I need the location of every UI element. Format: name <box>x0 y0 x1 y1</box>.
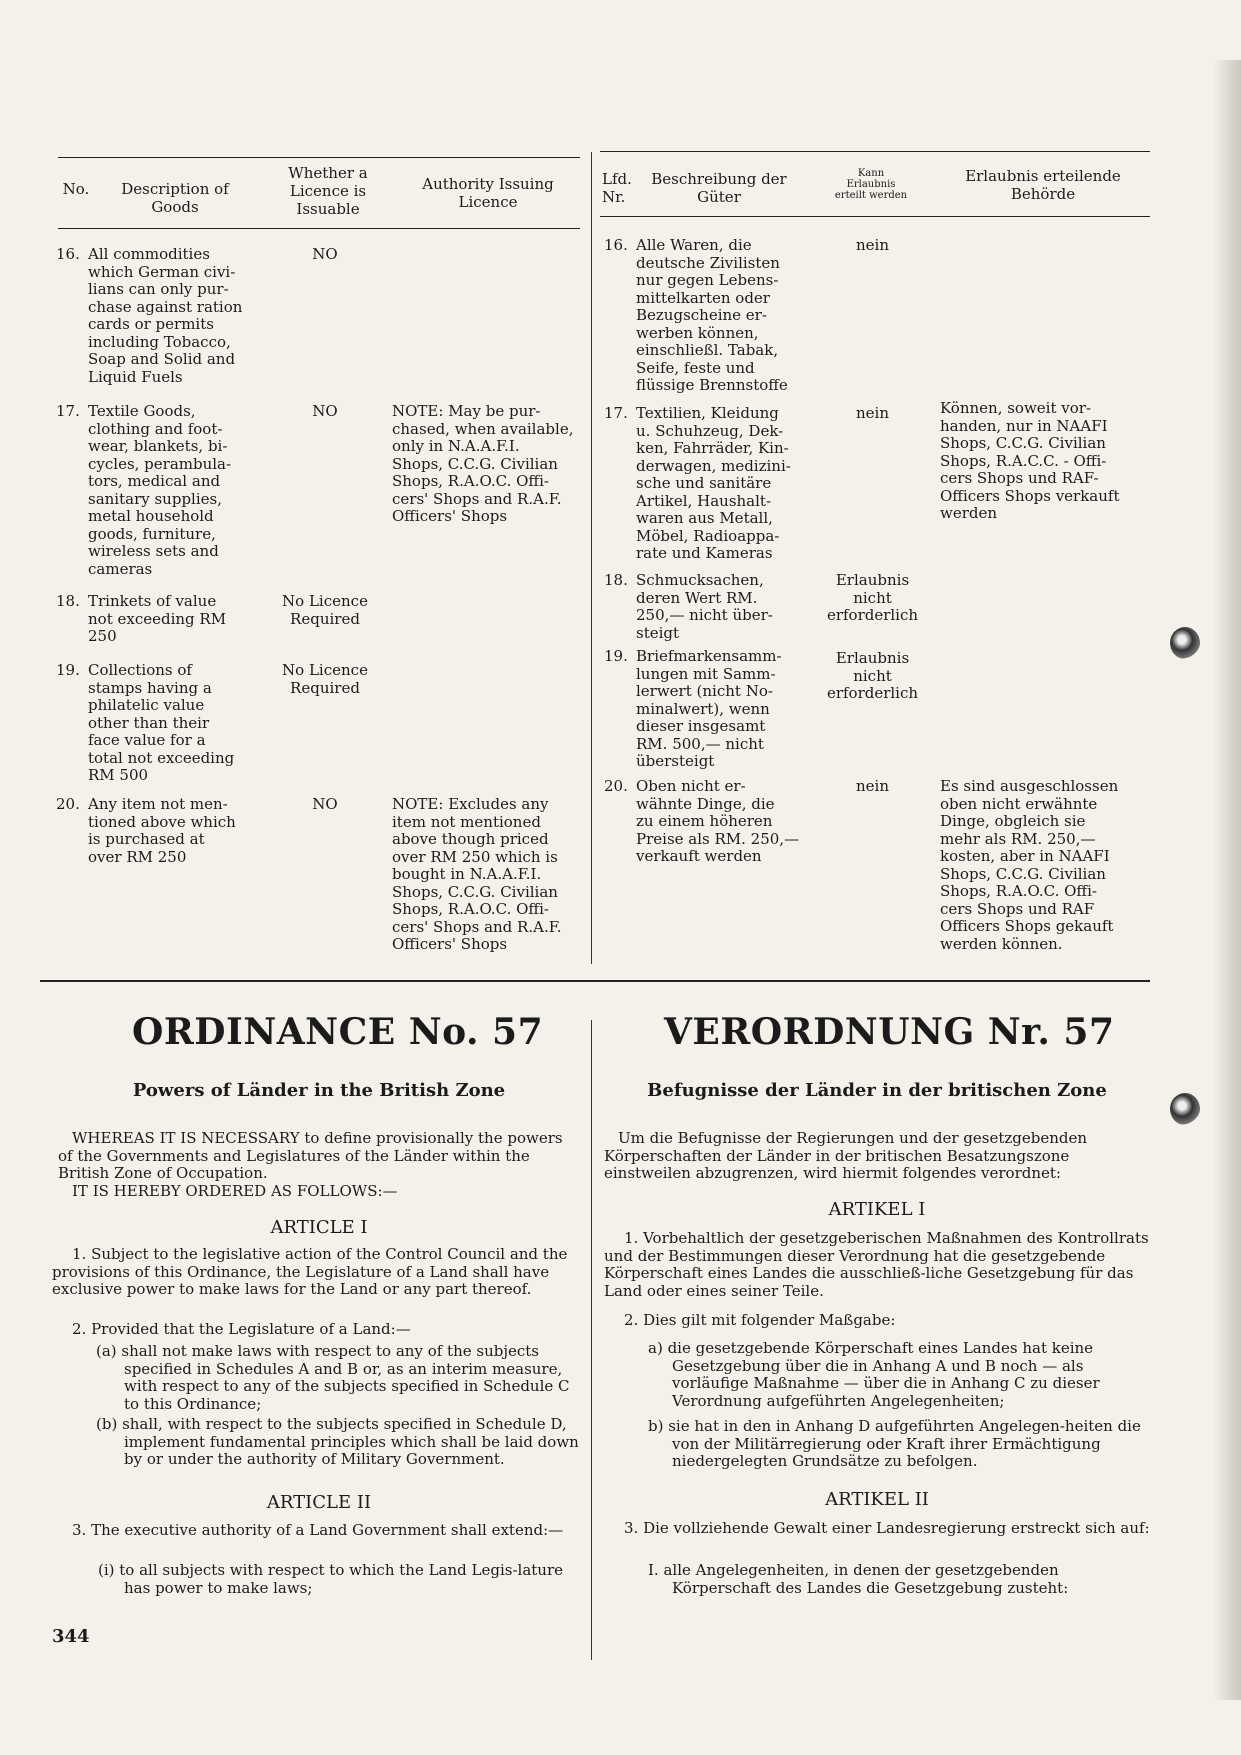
row-issuable: No Licence Required <box>282 592 368 628</box>
paragraph-2a-en: (a) shall not make laws with respect to any of the subjects specified in Schedules A and B or, as an interim measure, with respect to any of the subjects specified in Schedule C to this Ordinance; <box>96 1342 570 1413</box>
row-description: Alle Waren, die deutsche Zivilisten nur gegen Lebens- mittelkarten oder Bezugscheine er- werben können, einschließl. Tabak, Seife, feste und flüssige Brennstoffe <box>636 236 788 394</box>
row-description: Any item not men- tioned above which is purchased at over RM 250 <box>88 795 236 866</box>
row-description: Textile Goods, clothing and foot- wear, blankets, bi- cycles, perambula- tors, medical and sanitary supplies, metal household goods, furniture, wireless sets and cameras <box>88 402 232 578</box>
row-kann: nein <box>856 236 889 254</box>
paragraph-3i-en: (i) to all subjects with respect to which the Land Legis-lature has power to make laws; <box>98 1561 563 1597</box>
section-rule <box>40 980 1150 982</box>
paragraph-2-de: 2. Dies gilt mit folgender Maßgabe: <box>624 1311 896 1329</box>
ordinance-subtitle-en: Powers of Länder in the British Zone <box>132 1080 506 1101</box>
row-description: Trinkets of value not exceeding RM 250 <box>88 592 227 645</box>
ordered-en: IT IS HEREBY ORDERED AS FOLLOWS:— <box>72 1182 398 1200</box>
row-description: All commodities which German civi- lians can only pur- chase against ration cards or permits including Tobacco, Soap and Solid and Liquid Fuels <box>88 245 243 386</box>
header-beschreibung: Beschreibung der Güter <box>651 170 787 206</box>
paragraph-1-de: 1. Vorbehaltlich der gesetzgeberischen Maßnahmen des Kontrollrats und der Bestimmungen dieser Verordnung hat die gesetzgebende Körperschaft eines Landes die ausschließ-liche Gesetzgebung für das Land oder eines seiner Teile. <box>604 1229 1149 1300</box>
article1-heading-de: ARTIKEL I <box>828 1199 926 1220</box>
paragraph-2-en: 2. Provided that the Legislature of a Land:— <box>72 1320 411 1338</box>
row-number: 18. <box>56 592 80 610</box>
row-description: Briefmarkensamm- lungen mit Samm- lerwert (nicht No- minalwert), wenn dieser insgesamt RM. 500,— nicht übersteigt <box>636 647 782 770</box>
paragraph-3i-de: I. alle Angelegenheiten, in denen der gesetzgebenden Körperschaft des Landes die Gesetzgebung zusteht: <box>648 1561 1069 1597</box>
row-number: 18. <box>604 571 628 589</box>
paragraph-3-de: 3. Die vollziehende Gewalt einer Landesregierung erstreckt sich auf: <box>624 1519 1150 1537</box>
binding-hole-mark <box>1170 1093 1200 1125</box>
table-top-rule-right <box>600 151 1150 152</box>
row-behoerde: Können, soweit vor- handen, nur in NAAFI Shops, C.C.G. Civilian Shops, R.A.C.C. - Offi- cers Shops und RAF- Officers Shops verkauft werden <box>940 399 1120 522</box>
ordinance-title-en: ORDINANCE No. 57 <box>132 1011 544 1053</box>
article1-heading-en: ARTICLE I <box>270 1217 368 1238</box>
header-behoerde: Erlaubnis erteilende Behörde <box>965 167 1121 203</box>
row-description: Collections of stamps having a philatelic value other than their face value for a total not exceeding RM 500 <box>88 661 235 784</box>
page-number: 344 <box>52 1626 90 1647</box>
row-number: 16. <box>56 245 80 263</box>
header-nr: Lfd. Nr. <box>602 170 632 206</box>
row-issuable: No Licence Required <box>282 661 368 697</box>
row-kann: nein <box>856 777 889 795</box>
row-number: 19. <box>56 661 80 679</box>
scan-edge-shadow <box>1213 60 1241 1700</box>
header-kann: Kann Erlaubnis erteilt werden <box>834 168 908 201</box>
header-no: No. <box>62 180 90 198</box>
paragraph-3-en: 3. The executive authority of a Land Government shall extend:— <box>72 1521 564 1539</box>
header-issuable: Whether a Licence is Issuable <box>288 164 368 218</box>
preamble-en: WHEREAS IT IS NECESSARY to define provisionally the powers of the Governments and Legislatures of the Länder within the British Zone of Occupation. <box>58 1129 563 1183</box>
paragraph-2b-de: b) sie hat in den in Anhang D aufgeführten Angelegen-heiten die von der Militärregierung oder Kraft ihrer Ermächtigung niedergelegten Grundsätze zu befolgen. <box>648 1417 1141 1471</box>
ordinance-title-de: VERORDNUNG Nr. 57 <box>664 1011 1115 1053</box>
row-number: 16. <box>604 236 628 254</box>
row-kann: nein <box>856 404 889 422</box>
ordinance-column-divider <box>591 1020 592 1660</box>
table-top-rule-left <box>58 157 580 158</box>
table-header-rule-left <box>58 228 580 229</box>
row-number: 17. <box>604 404 628 422</box>
paragraph-2a-de: a) die gesetzgebende Körperschaft eines Landes hat keine Gesetzgebung über die in Anhang A und B noch — als vorläufige Maßnahme — über die in Anhang C zu dieser Verordnung aufgeführten Angelegenheiten; <box>648 1339 1100 1410</box>
preamble-de: Um die Befugnisse der Regierungen und der gesetzgebenden Körperschaften der Länder in der britischen Besatzungszone einstweilen abzugrenzen, wird hiermit folgendes verordnet: <box>604 1129 1088 1183</box>
row-issuable: NO <box>312 402 338 420</box>
row-description: Oben nicht er- wähnte Dinge, die zu einem höheren Preise als RM. 250,— verkauft werden <box>636 777 800 865</box>
ordinance-subtitle-de: Befugnisse der Länder in der britischen Zone <box>647 1080 1107 1101</box>
binding-hole-mark <box>1170 627 1200 659</box>
article2-heading-en: ARTICLE II <box>266 1492 372 1513</box>
row-kann: Erlaubnis nicht erforderlich <box>826 649 919 702</box>
column-divider <box>591 152 592 964</box>
row-authority: NOTE: Excludes any item not mentioned above though priced over RM 250 which is bought in N.A.A.F.I. Shops, C.C.G. Civilian Shops, R.A.O.C. Offi- cers' Shops and R.A.F. Officers' Shops <box>392 795 562 953</box>
row-issuable: NO <box>312 795 338 813</box>
row-number: 19. <box>604 647 628 665</box>
row-behoerde: Es sind ausgeschlossen oben nicht erwähnte Dinge, obgleich sie mehr als RM. 250,— kosten, aber in NAAFI Shops, C.C.G. Civilian Shops, R.A.O.C. Offi- cers Shops und RAF Officers Shops gekauft werden können. <box>940 777 1119 953</box>
paragraph-2b-en: (b) shall, with respect to the subjects specified in Schedule D, implement fundamental principles which shall be laid down by or under the authority of Military Government. <box>96 1415 579 1469</box>
row-description: Schmucksachen, deren Wert RM. 250,— nicht über- steigt <box>636 571 773 642</box>
row-issuable: NO <box>312 245 338 263</box>
row-description: Textilien, Kleidung u. Schuhzeug, Dek- ken, Fahrräder, Kin- derwagen, medizini- sche und sanitäre Artikel, Haushalt- waren aus Metall, Möbel, Radioappa- rate und Kameras <box>636 404 791 562</box>
row-number: 20. <box>56 795 80 813</box>
header-description: Description of Goods <box>121 180 229 216</box>
row-authority: NOTE: May be pur- chased, when available, only in N.A.A.F.I. Shops, C.C.G. Civilian Shops, R.A.O.C. Offi- cers' Shops and R.A.F. Officers' Shops <box>392 402 574 525</box>
row-kann: Erlaubnis nicht erforderlich <box>826 571 919 624</box>
header-authority: Authority Issuing Licence <box>422 175 554 211</box>
row-number: 20. <box>604 777 628 795</box>
table-header-rule-right <box>600 216 1150 217</box>
article2-heading-de: ARTIKEL II <box>825 1489 929 1510</box>
paragraph-1-en: 1. Subject to the legislative action of the Control Council and the provisions of this Ordinance, the Legislature of a Land shall have exclusive power to make laws for the Land or any part thereof. <box>52 1245 568 1299</box>
row-number: 17. <box>56 402 80 420</box>
